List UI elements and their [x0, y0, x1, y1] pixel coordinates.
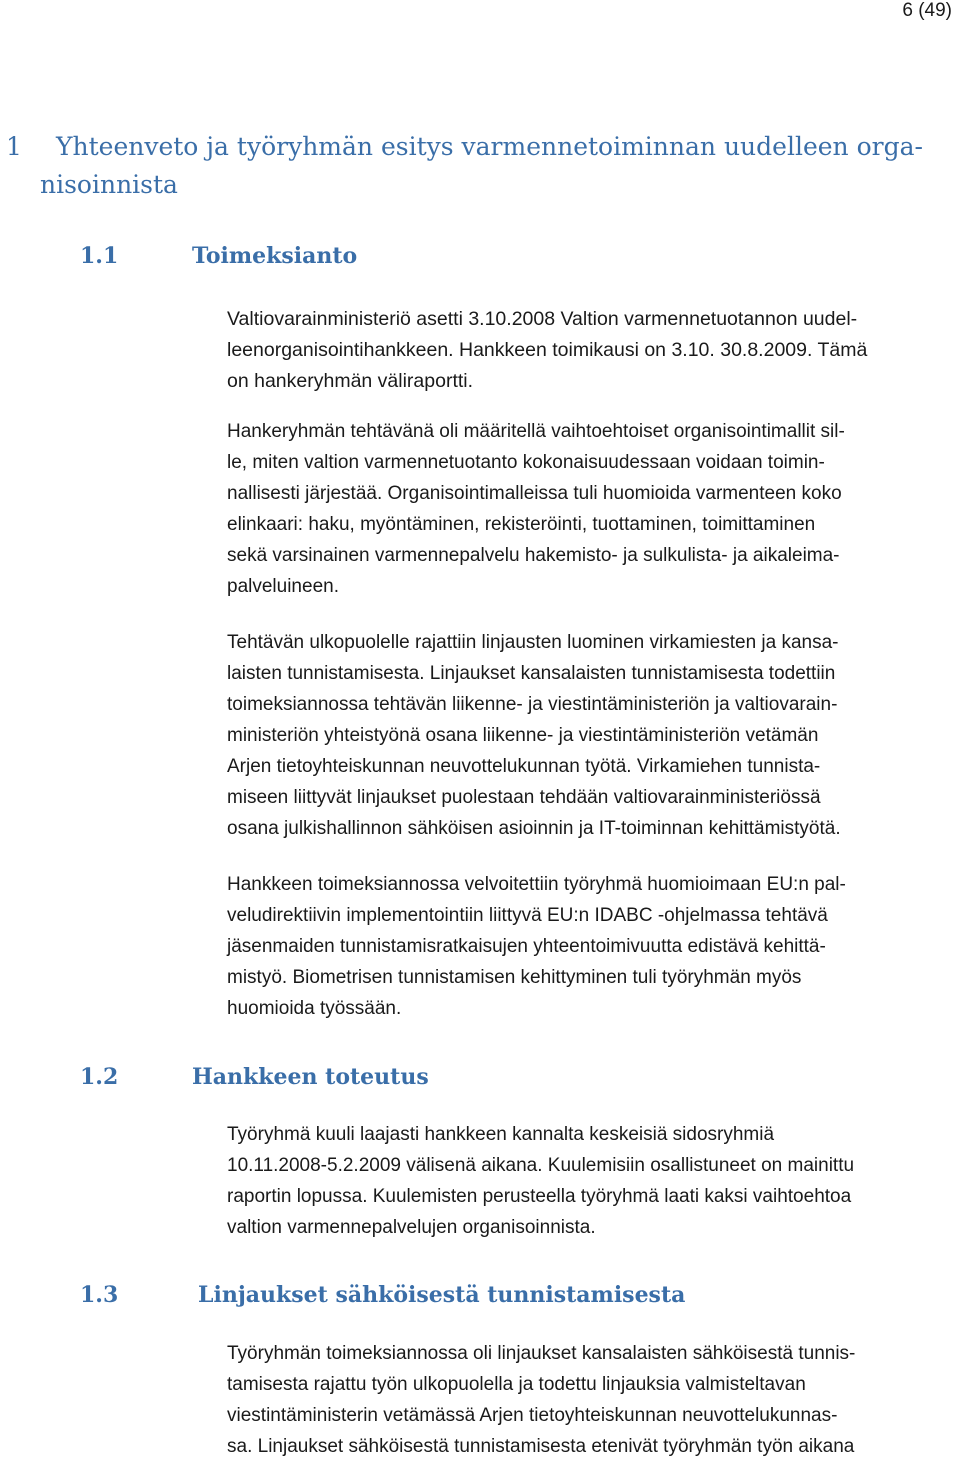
text-line: palveluineen.: [227, 576, 339, 597]
text-line: leenorganisointihankkeen. Hankkeen toimikausi on 3.10. 30.8.2009. Tämä: [227, 339, 868, 361]
text-line: sa. Linjaukset sähköisestä tunnistamisesta etenivät työryhmän työn aikana: [227, 1436, 855, 1457]
text-line: viestintäministerin vetämässä Arjen tietoyhteiskunnan neuvottelukunnas-: [227, 1405, 838, 1426]
chapter-title-line-2: nisoinnista: [40, 170, 178, 199]
chapter-heading: [6, 128, 946, 204]
paragraph: [227, 416, 947, 602]
text-line: veludirektiivin implementointiin liittyvä EU:n IDABC -ohjelmassa tehtävä: [227, 905, 828, 926]
paragraph: [227, 627, 947, 844]
section-title: Toimeksianto: [192, 243, 358, 269]
section-number: 1.3: [80, 1282, 119, 1308]
section-title: Hankkeen toteutus: [192, 1064, 429, 1090]
text-line: Valtiovarainministeriö asetti 3.10.2008 Valtion varmennetuotannon uudel-: [227, 308, 858, 330]
section-number: 1.2: [80, 1064, 119, 1090]
text-line: mistyö. Biometrisen tunnistamisen kehittyminen tuli työryhmän myös: [227, 967, 802, 988]
chapter-title-line-1: Yhteenveto ja työryhmän esitys varmennetoiminnan uudelleen orga-: [56, 132, 923, 161]
text-line: 10.11.2008-5.2.2009 välisenä aikana. Kuulemisiin osallistuneet on mainittu: [227, 1155, 855, 1176]
section-heading-1-2: [80, 1062, 429, 1092]
text-line: tamisesta rajattu työn ulkopuolella ja todettu linjauksia valmisteltavan: [227, 1374, 806, 1395]
text-line: Hankkeen toimeksiannossa velvoitettiin työryhmä huomioimaan EU:n pal-: [227, 874, 846, 895]
text-line: on hankeryhmän väliraportti.: [227, 370, 474, 392]
text-line: miseen liittyvät linjaukset puolestaan tehdään valtiovarainministeriössä: [227, 787, 821, 808]
text-line: le, miten valtion varmennetuotanto kokonaisuudessaan voidaan toimin-: [227, 452, 825, 473]
text-line: jäsenmaiden tunnistamisratkaisujen yhteentoimivuutta edistävä kehittä-: [227, 936, 826, 957]
text-line: Hankeryhmän tehtävänä oli määritellä vaihtoehtoiset organisointimallit sil-: [227, 421, 845, 442]
text-line: Työryhmä kuuli laajasti hankkeen kannalta keskeisiä sidosryhmiä: [227, 1124, 775, 1145]
text-line: nallisesti järjestää. Organisointimalleissa tuli huomioida varmenteen koko: [227, 483, 842, 504]
text-line: toimeksiannossa tehtävän liikenne- ja viestintäministeriön ja valtiovarain-: [227, 694, 838, 715]
text-line: elinkaari: haku, myöntäminen, rekisteröinti, tuottaminen, toimittaminen: [227, 514, 816, 535]
section-heading-1-1: [80, 241, 357, 271]
text-line: Arjen tietoyhteiskunnan neuvottelukunnan työtä. Virkamiehen tunnista-: [227, 756, 821, 777]
paragraph: [227, 1119, 947, 1243]
text-line: sekä varsinainen varmennepalvelu hakemisto- ja sulkulista- ja aikaleima-: [227, 545, 840, 566]
text-line: raportin lopussa. Kuulemisten perusteella työryhmä laati kaksi vaihtoehtoa: [227, 1186, 852, 1207]
section-number: 1.1: [80, 243, 119, 269]
text-line: ministeriön yhteistyönä osana liikenne- ja viestintäministeriön vetämän: [227, 725, 819, 746]
text-line: Työryhmän toimeksiannossa oli linjaukset kansalaisten sähköisestä tunnis-: [227, 1343, 856, 1364]
page-number: 6 (49): [902, 0, 952, 21]
text-line: valtion varmennepalvelujen organisoinnista.: [227, 1217, 596, 1238]
chapter-number: 1: [6, 132, 22, 161]
text-line: osana julkishallinnon sähköisen asioinnin ja IT-toiminnan kehittämistyötä.: [227, 818, 841, 839]
section-heading-1-3: [80, 1280, 685, 1310]
paragraph: [227, 869, 947, 1024]
text-line: huomioida työssään.: [227, 998, 402, 1019]
paragraph: [227, 304, 947, 397]
paragraph: [227, 1338, 947, 1462]
text-line: Tehtävän ulkopuolelle rajattiin linjausten luominen virkamiesten ja kansa-: [227, 632, 839, 653]
section-title: Linjaukset sähköisestä tunnistamisesta: [198, 1282, 686, 1308]
text-line: laisten tunnistamisesta. Linjaukset kansalaisten tunnistamisesta todettiin: [227, 663, 836, 684]
